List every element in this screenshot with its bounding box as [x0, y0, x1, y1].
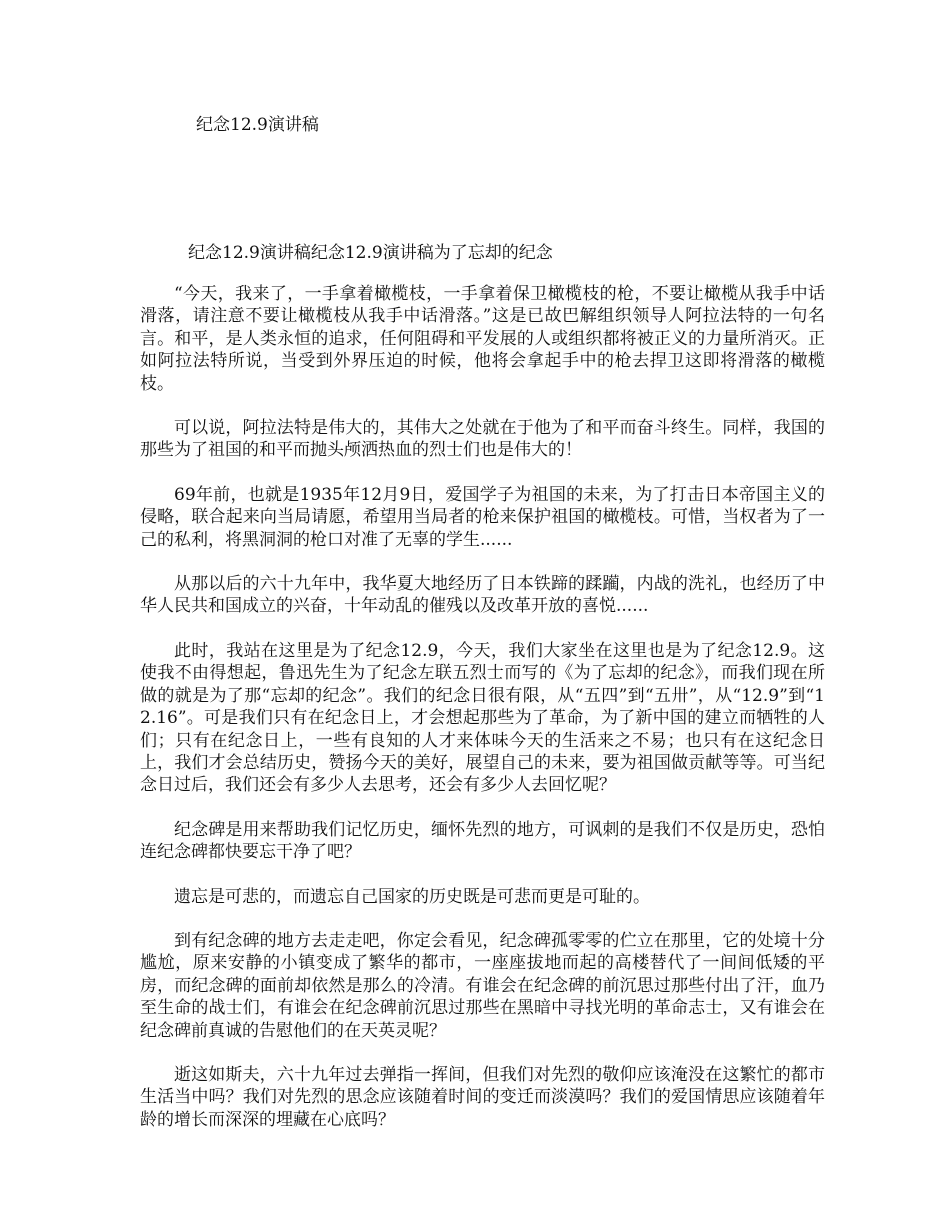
- paragraph-3: 69年前，也就是1935年12月9日，爱国学子为祖国的未来，为了打击日本帝国主义的侵略，联合起来向当局请愿，希望用当局者的枪来保护祖国的橄榄枝。可惜，当权者为了一己的私利，将黑洞洞的枪口对准了无辜的学生......: [140, 484, 825, 550]
- paragraph-4: 从那以后的六十九年中，我华夏大地经历了日本铁蹄的蹂躏，内战的洗礼，也经历了中华人民共和国成立的兴奋，十年动乱的催残以及改革开放的喜悦......: [140, 574, 825, 617]
- paragraph-9: 逝这如斯夫，六十九年过去弹指一挥间，但我们对先烈的敬仰应该淹没在这繁忙的都市生活当中吗？我们对先烈的思念应该随着时间的变迁而淡漠吗？我们的爱国情思应该随着年龄的增长而深深的埋藏在心底吗？: [140, 1064, 825, 1130]
- document-title: 纪念12.9演讲稿: [196, 115, 319, 135]
- paragraph-1: “今天，我来了，一手拿着橄榄枝，一手拿着保卫橄榄枝的枪，不要让橄榄从我手中话滑落，请注意不要让橄榄枝从我手中话滑落。”这是已故巴解组织领导人阿拉法特的一句名言。和平，是人类永恒的追求，任何阻碍和平发展的人或组织都将被正义的力量所消灭。正如阿拉法特所说，当受到外界压迫的时候，他将会拿起手中的枪去捍卫这即将滑落的橄榄枝。: [140, 284, 825, 394]
- paragraph-7: 遗忘是可悲的，而遗忘自己国家的历史既是可悲而更是可耻的。: [174, 886, 650, 907]
- paragraph-6: 纪念碑是用来帮助我们记忆历史，缅怀先烈的地方，可讽刺的是我们不仅是历史，恐怕连纪念碑都快要忘干净了吧？: [140, 819, 825, 863]
- paragraph-2: 可以说，阿拉法特是伟大的，其伟大之处就在于他为了和平而奋斗终生。同样，我国的那些为了祖国的和平而抛头颅洒热血的烈士们也是伟大的！: [140, 418, 825, 461]
- paragraph-8: 到有纪念碑的地方去走走吧，你定会看见，纪念碑孤零零的伫立在那里，它的处境十分尴尬，原来安静的小镇变成了繁华的都市，一座座拔地而起的高楼替代了一间间低矮的平房，而纪念碑的面前却依然是那么的冷清。有谁会在纪念碑的前沉思过那些付出了汗，血乃至生命的战士们，有谁会在纪念碑前沉思过那些在黑暗中寻找光明的革命志士，又有谁会在纪念碑前真诚的告慰他们的在天英灵呢？: [140, 930, 825, 1041]
- document-body: [140, 283, 825, 1153]
- document-subtitle: 纪念12.9演讲稿纪念12.9演讲稿为了忘却的纪念: [188, 243, 553, 263]
- paragraph-5: 此时，我站在这里是为了纪念12.9，今天，我们大家坐在这里也是为了纪念12.9。这使我不由得想起，鲁迅先生为了纪念左联五烈士而写的《为了忘却的纪念》，而我们现在所做的就是为了那“忘却的纪念”。我们的纪念日很有限，从“五四”到“五卅”，从“12.9”到“12.16”。可是我们只有在纪念日上，才会想起那些为了革命，为了新中国的建立而牺牲的人们；只有在纪念日上，一些有良知的人才来体味今天的生活来之不易；也只有在这纪念日上，我们才会总结历史，赞扬今天的美好，展望自己的未来，要为祖国做贡献等等。可当纪念日过后，我们还会有多少人去思考，还会有多少人去回忆呢？: [140, 640, 825, 796]
